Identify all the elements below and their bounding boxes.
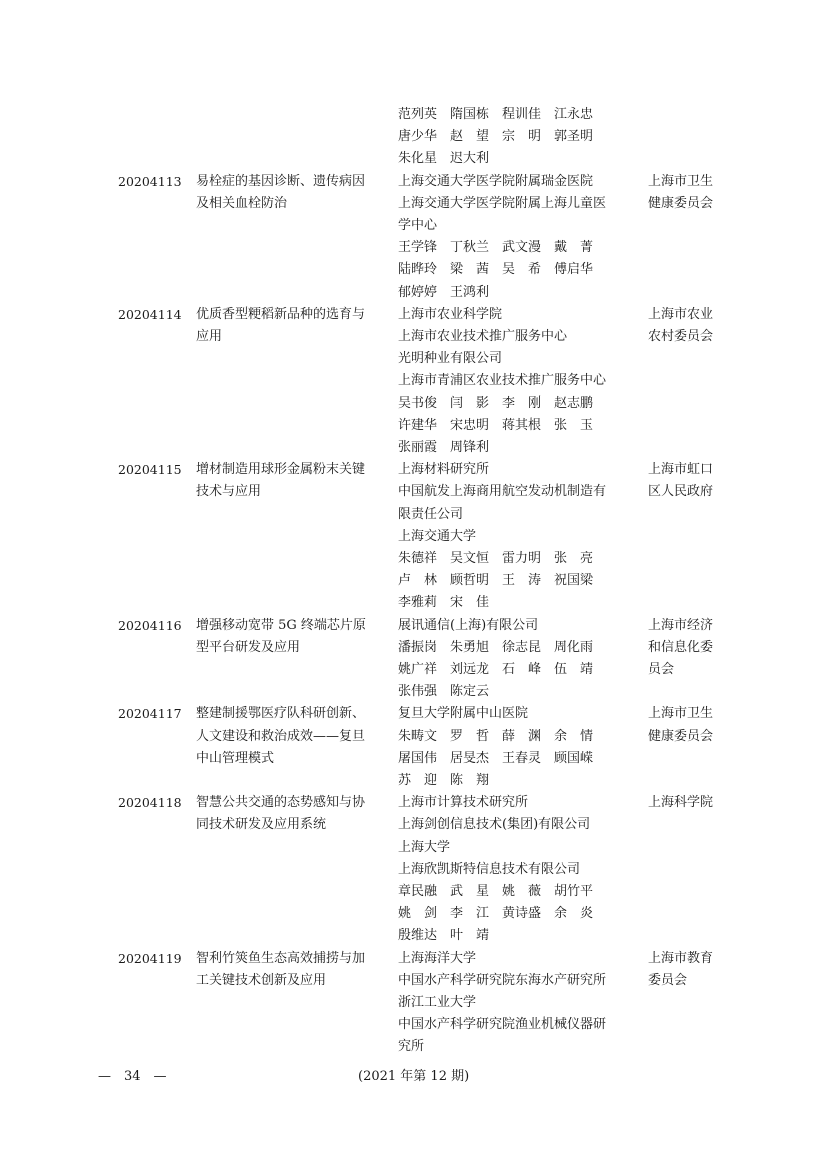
completing-units xyxy=(398,615,638,704)
project-title-line: 优质香型粳稻新品种的选育与 xyxy=(196,306,366,322)
completing-units xyxy=(398,792,638,947)
nominating-department xyxy=(648,459,758,503)
completing-units-line: 朱化星 迟大利 xyxy=(398,151,490,167)
completing-units-line: 上海大学 xyxy=(398,839,451,855)
completing-units-line: 姚广祥 刘远龙 石 峰 伍 靖 xyxy=(398,661,594,677)
project-title-line: 及相关血栓防治 xyxy=(196,195,288,211)
nominating-department xyxy=(648,171,758,215)
completing-units-line: 上海市农业科学院 xyxy=(398,306,503,322)
completing-units-line: 范列英 隋国栋 程训佳 江永忠 xyxy=(398,107,594,122)
completing-units xyxy=(398,703,638,792)
project-title-line: 易栓症的基因诊断、遗传病因 xyxy=(196,173,366,189)
completing-units-line: 朱畴文 罗 哲 薛 渊 余 情 xyxy=(398,728,594,744)
nominating-department-line: 上海市教育 xyxy=(648,950,714,966)
table-row xyxy=(0,459,827,614)
project-title xyxy=(196,948,390,992)
completing-units-line: 唐少华 赵 望 宗 明 郭圣明 xyxy=(398,129,594,145)
nominating-department xyxy=(648,948,758,992)
completing-units-line: 上海市农业技术推广服务中心 xyxy=(398,328,568,344)
completing-units-line: 浙江工业大学 xyxy=(398,994,477,1010)
completing-units-line: 张伟强 陈定云 xyxy=(398,684,490,700)
nominating-department-line: 员会 xyxy=(648,661,675,677)
completing-units-line: 郁婷婷 王鸿利 xyxy=(398,284,490,300)
project-title-line: 同技术研发及应用系统 xyxy=(196,817,327,833)
project-title-line: 工关键技术创新及应用 xyxy=(196,972,327,988)
nominating-department-line: 健康委员会 xyxy=(648,195,714,211)
nominating-department-line: 委员会 xyxy=(648,972,688,988)
completing-units-line: 究所 xyxy=(398,1039,425,1055)
completing-units-line: 上海海洋大学 xyxy=(398,950,477,966)
completing-units-line: 限责任公司 xyxy=(398,506,464,522)
project-title-line: 应用 xyxy=(196,328,223,344)
completing-units-line: 上海欣凯斯特信息技术有限公司 xyxy=(398,861,581,877)
completing-units-line: 上海剑创信息技术(集团)有限公司 xyxy=(398,817,591,833)
table-row xyxy=(0,615,827,704)
issue-label: (2021 年第 12 期) xyxy=(358,1069,470,1084)
completing-units xyxy=(398,459,638,614)
project-code: 20204118 xyxy=(118,795,182,811)
completing-units-line: 中国航发上海商用航空发动机制造有 xyxy=(398,484,607,500)
project-code: 20204117 xyxy=(118,706,182,722)
project-title-line: 增强移动宽带 5G 终端芯片原 xyxy=(196,617,366,633)
completing-units-line: 陆晔玲 梁 茜 吴 希 傅启华 xyxy=(398,262,594,278)
table-row xyxy=(0,703,827,792)
nominating-department xyxy=(648,304,758,348)
project-title xyxy=(196,459,390,503)
project-title-line: 增材制造用球形金属粉末关键 xyxy=(196,462,366,478)
completing-units-line: 上海交通大学医学院附属瑞金医院 xyxy=(398,173,594,189)
project-title xyxy=(196,304,390,348)
project-title-line: 智慧公共交通的态势感知与协 xyxy=(196,795,366,811)
project-code: 20204113 xyxy=(118,173,182,189)
nominating-department-line: 上海市卫生 xyxy=(648,706,714,722)
completing-units-line: 卢 林 顾哲明 王 涛 祝国梁 xyxy=(398,573,594,589)
nominating-department-line: 农村委员会 xyxy=(648,328,714,344)
table-row xyxy=(0,948,827,1059)
completing-units-line: 光明种业有限公司 xyxy=(398,351,503,367)
nominating-department-line: 和信息化委 xyxy=(648,639,714,655)
table-row xyxy=(0,104,827,171)
completing-units-line: 屠国伟 居旻杰 王春灵 顾国嵘 xyxy=(398,750,594,766)
completing-units xyxy=(398,304,638,459)
award-table xyxy=(0,104,827,1059)
project-title xyxy=(196,792,390,836)
nominating-department-line: 上海市经济 xyxy=(648,617,714,633)
table-row xyxy=(0,304,827,459)
completing-units-line: 上海交通大学医学院附属上海儿童医 xyxy=(398,195,607,211)
completing-units-line: 展讯通信(上海)有限公司 xyxy=(398,617,539,633)
completing-units-line: 殷维达 叶 靖 xyxy=(398,928,490,944)
nominating-department xyxy=(648,792,758,814)
nominating-department-line: 上海市虹口 xyxy=(648,462,714,478)
table-row xyxy=(0,792,827,947)
project-code: 20204115 xyxy=(118,462,182,478)
completing-units-line: 许建华 宋忠明 蒋其根 张 玉 xyxy=(398,417,594,433)
completing-units-line: 朱德祥 吴文恒 雷力明 张 亮 xyxy=(398,550,594,566)
completing-units-line: 上海市计算技术研究所 xyxy=(398,795,529,811)
nominating-department-line: 上海市卫生 xyxy=(648,173,714,189)
nominating-department xyxy=(648,615,758,682)
completing-units-line: 潘振岗 朱勇旭 徐志昆 周化雨 xyxy=(398,639,594,655)
nominating-department-line: 上海市农业 xyxy=(648,306,714,322)
completing-units-line: 学中心 xyxy=(398,217,438,233)
nominating-department xyxy=(648,703,758,747)
project-title xyxy=(196,615,390,659)
completing-units-line: 中国水产科学研究院东海水产研究所 xyxy=(398,972,607,988)
nominating-department-line: 区人民政府 xyxy=(648,484,714,500)
completing-units-line: 上海市青浦区农业技术推广服务中心 xyxy=(398,373,607,389)
completing-units-line: 苏 迎 陈 翔 xyxy=(398,772,490,788)
project-title-line: 技术与应用 xyxy=(196,484,262,500)
completing-units-line: 章民融 武 星 姚 薇 胡竹平 xyxy=(398,883,594,899)
project-title-line: 人文建设和救治成效——复旦 xyxy=(196,728,366,744)
project-title-line: 型平台研发及应用 xyxy=(196,639,301,655)
project-title-line: 中山管理模式 xyxy=(196,750,275,766)
project-code: 20204116 xyxy=(118,617,182,633)
completing-units-line: 上海材料研究所 xyxy=(398,462,490,478)
completing-units xyxy=(398,104,638,171)
project-code: 20204119 xyxy=(118,950,182,966)
nominating-department-line: 健康委员会 xyxy=(648,728,714,744)
completing-units-line: 中国水产科学研究院渔业机械仪器研 xyxy=(398,1017,607,1033)
table-row xyxy=(0,171,827,304)
page-number: — 34 — xyxy=(98,1069,167,1084)
project-title xyxy=(196,171,390,215)
completing-units-line: 吴书俊 闫 影 李 刚 赵志鹏 xyxy=(398,395,594,411)
completing-units xyxy=(398,948,638,1059)
completing-units xyxy=(398,171,638,304)
completing-units-line: 李雅莉 宋 佳 xyxy=(398,595,490,611)
completing-units-line: 上海交通大学 xyxy=(398,528,477,544)
project-code: 20204114 xyxy=(118,306,182,322)
completing-units-line: 姚 剑 李 江 黄诗盛 余 炎 xyxy=(398,906,594,922)
project-title-line: 整建制援鄂医疗队科研创新、 xyxy=(196,706,366,722)
completing-units-line: 张丽霞 周锋利 xyxy=(398,439,490,455)
project-title-line: 智利竹筴鱼生态高效捕捞与加 xyxy=(196,950,366,966)
completing-units-line: 王学锋 丁秋兰 武文漫 戴 菁 xyxy=(398,240,594,256)
completing-units-line: 复旦大学附属中山医院 xyxy=(398,706,529,722)
nominating-department-line: 上海科学院 xyxy=(648,795,714,811)
project-title xyxy=(196,703,390,770)
